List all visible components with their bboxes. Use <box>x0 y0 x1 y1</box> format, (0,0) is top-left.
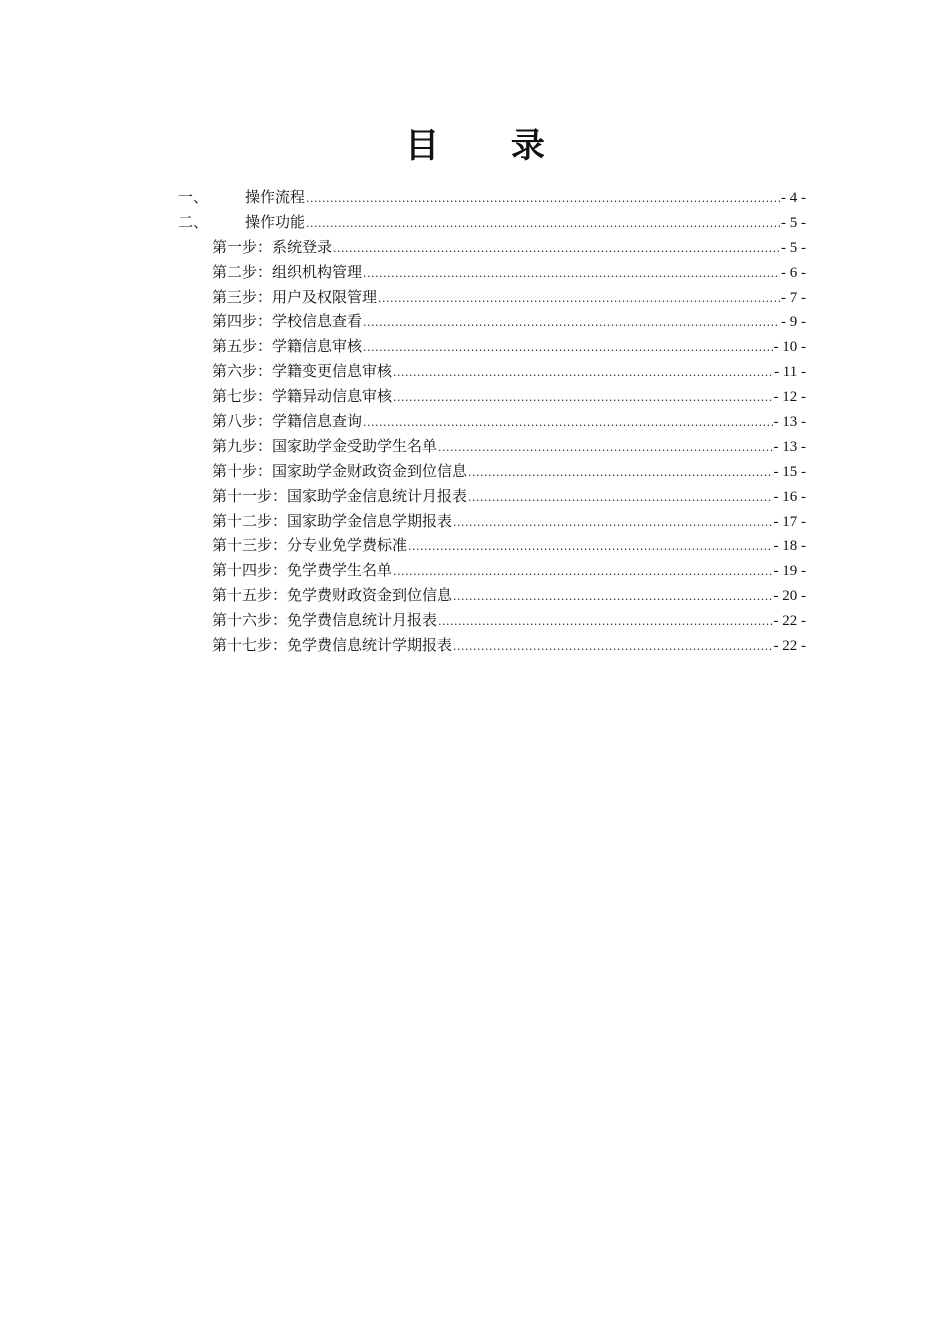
toc-dot-leader <box>363 411 772 436</box>
toc-entry-step[interactable] <box>178 484 806 509</box>
toc-dot-leader <box>438 436 772 461</box>
toc-entry-title: 第九步：国家助学金受助学生名单 <box>212 436 438 455</box>
toc-dot-leader <box>453 511 772 536</box>
toc-entry-step[interactable] <box>178 583 806 608</box>
toc-entry-title: 第十七步：免学费信息统计学期报表 <box>212 636 453 655</box>
toc-dot-leader <box>306 212 780 237</box>
toc-title: 目 录 <box>405 126 575 166</box>
toc-dot-leader <box>333 237 780 262</box>
toc-entry-page: - 11 - <box>774 364 806 381</box>
toc-entry-title: 第三步：用户及权限管理 <box>212 287 378 306</box>
toc-entry-step[interactable] <box>178 260 806 285</box>
toc-entry-page: - 20 - <box>773 588 806 605</box>
toc-entry[interactable] <box>178 210 806 235</box>
toc-entry-page: - 5 - <box>781 239 806 256</box>
toc-entry-step[interactable] <box>178 434 806 459</box>
toc-entry-page: - 12 - <box>773 389 806 406</box>
toc-entry-title: 第十六步：免学费信息统计月报表 <box>212 611 438 630</box>
toc-entry-step[interactable] <box>178 359 806 384</box>
toc-entry-title: 第二步：组织机构管理 <box>212 262 363 281</box>
toc-entry-step[interactable] <box>178 235 806 260</box>
toc-entry-title: 第四步：学校信息查看 <box>212 312 363 331</box>
toc-entry-page: - 4 - <box>781 190 806 206</box>
toc-dot-leader <box>363 336 772 361</box>
toc-entry-title: 第八步：学籍信息查询 <box>212 412 363 431</box>
toc-entry-title: 第十三步：分专业免学费标准 <box>212 536 408 555</box>
table-of-contents <box>178 185 806 658</box>
toc-entry-page: - 22 - <box>773 638 806 655</box>
toc-entry-page: - 16 - <box>773 488 806 505</box>
toc-entry-step[interactable] <box>178 509 806 534</box>
toc-dot-leader <box>363 262 780 287</box>
toc-entry-step[interactable] <box>178 409 806 434</box>
toc-entry-step[interactable] <box>178 533 806 558</box>
toc-entry-number: 二、 <box>178 212 209 231</box>
toc-entry-title: 第十步：国家助学金财政资金到位信息 <box>212 461 468 480</box>
toc-entry-page: - 6 - <box>781 264 806 281</box>
toc-dot-leader <box>306 187 780 212</box>
toc-entry-step[interactable] <box>178 633 806 658</box>
toc-dot-leader <box>408 535 772 560</box>
toc-entry-title: 第七步：学籍异动信息审核 <box>212 387 393 406</box>
toc-entry-page: - 13 - <box>773 414 806 431</box>
toc-entry-step[interactable] <box>178 309 806 334</box>
toc-entry-page: - 5 - <box>781 214 806 231</box>
toc-entry-title: 操作流程 <box>245 188 306 206</box>
toc-entry-title: 第六步：学籍变更信息审核 <box>212 362 393 381</box>
toc-entry-title: 第一步：系统登录 <box>212 237 333 256</box>
toc-entry-step[interactable] <box>178 459 806 484</box>
toc-dot-leader <box>453 585 772 610</box>
toc-entry[interactable] <box>178 185 806 210</box>
toc-entry-step[interactable] <box>178 285 806 310</box>
toc-dot-leader <box>393 560 772 585</box>
toc-entry-title: 第十五步：免学费财政资金到位信息 <box>212 586 453 605</box>
toc-entry-page: - 10 - <box>773 339 806 356</box>
toc-entry-title: 第十四步：免学费学生名单 <box>212 561 393 580</box>
toc-entry-step[interactable] <box>178 384 806 409</box>
toc-entry-number: 一、 <box>178 188 209 206</box>
toc-entry-title: 第十二步：国家助学金信息学期报表 <box>212 511 453 530</box>
toc-entry-title: 第十一步：国家助学金信息统计月报表 <box>212 486 468 505</box>
toc-entry-page: - 22 - <box>773 613 806 630</box>
toc-entry-page: - 15 - <box>773 463 806 480</box>
toc-entry-step[interactable] <box>178 334 806 359</box>
toc-entry-page: - 7 - <box>781 289 806 306</box>
toc-entry-step[interactable] <box>178 608 806 633</box>
toc-dot-leader <box>453 635 772 660</box>
toc-entry-page: - 17 - <box>773 513 806 530</box>
toc-entry-title: 操作功能 <box>245 212 306 231</box>
toc-entry-page: - 13 - <box>773 438 806 455</box>
toc-entry-step[interactable] <box>178 558 806 583</box>
toc-entry-page: - 19 - <box>773 563 806 580</box>
toc-dot-leader <box>393 361 773 386</box>
toc-entry-page: - 9 - <box>781 314 806 331</box>
toc-dot-leader <box>378 287 780 312</box>
toc-dot-leader <box>468 461 772 486</box>
toc-dot-leader <box>468 486 772 511</box>
toc-dot-leader <box>363 311 780 336</box>
toc-dot-leader <box>393 386 772 411</box>
toc-entry-page: - 18 - <box>773 538 806 555</box>
toc-dot-leader <box>438 610 772 635</box>
toc-entry-title: 第五步：学籍信息审核 <box>212 337 363 356</box>
